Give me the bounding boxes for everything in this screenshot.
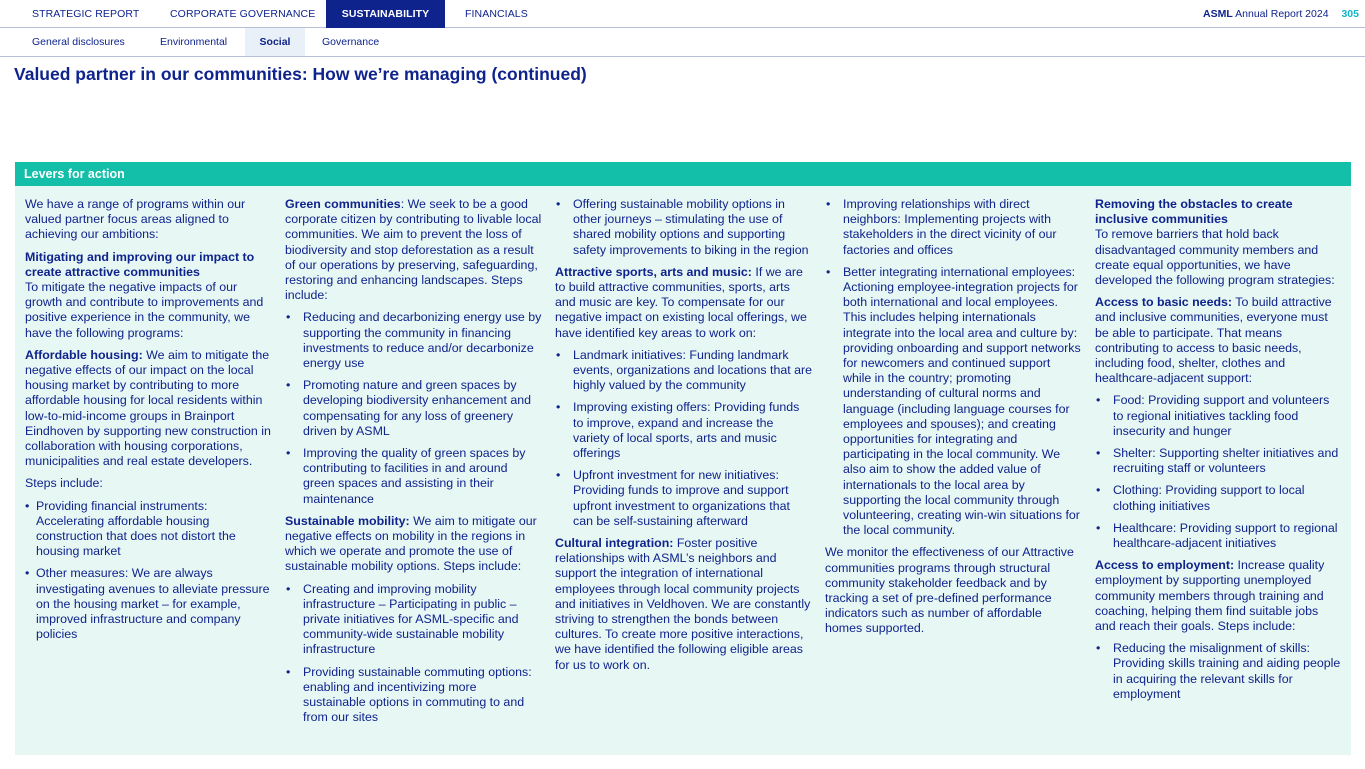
green-communities-paragraph [285,197,542,303]
green-steps-list [285,310,542,506]
column-4 [825,197,1081,644]
section-body: To mitigate the negative impacts of our growth and contribute to improvements and positive experience in the community, we have the following programs: [25,280,264,340]
list-item: • Upfront investment for new initiatives: Providing funds to improve and support upfront investment to organizations that can be self-sustaining afterward [555,468,813,529]
tab-sustainability[interactable]: SUSTAINABILITY [326,0,445,28]
panel-header: Levers for action [15,162,1351,186]
cultural-integration-paragraph [555,536,813,673]
subtab-governance[interactable]: Governance [322,36,380,48]
report-name: Annual Report 2024 [1235,8,1329,20]
intro-text: We have a range of programs within our valued partner focus areas aligned to achieving our ambitions: [25,197,246,242]
employment-paragraph [1095,558,1341,634]
page-number: 305 [1341,8,1359,20]
steps-text: Steps include: [25,476,103,491]
monitoring-paragraph: We monitor the effectiveness of our Attractive communities programs through structural community stakeholder feedback and by tracking a set of pre-defined performance indicators such as number of affordable homes supported. [825,545,1074,636]
brand-logo-text: ASML [1203,8,1233,20]
list-item: • Providing financial instruments: Accelerating affordable housing construction that does not distort the housing market [25,499,273,560]
page-title: Valued partner in our communities: How we’re managing (continued) [14,64,587,84]
subtab-social[interactable]: Social [245,28,305,56]
list-item: • Promoting nature and green spaces by developing biodiversity enhancement and compensating for any loss of greenery driven by ASML [285,378,542,439]
list-item: • Better integrating international employees: Actioning employee-integration projects for both international and local employees. This includes helping internationals integrate into the local area and culture by: providing onboarding and support networks for newcomers and continued support while in the country; promoting understanding of cultural norms and language (including language courses for employees and spouses); and creating opportunities for integrating and participating in the local community. We also aim to show the added value of internationals to the local area by supporting the local community through volunteering, creating win-win situations for the local community. [825,265,1081,539]
employment-label: Access to employment: [1095,558,1235,573]
subtab-environmental[interactable]: Environmental [160,36,228,48]
list-item: • Reducing and decarbonizing energy use by supporting the community in financing investments to reduce and/or decarbonize energy use [285,310,542,371]
affordable-housing-label: Affordable housing: [25,347,143,362]
column-2 [285,197,542,733]
list-item: • Other measures: We are always investigating avenues to alleviate pressure on the housing market – for example, improved infrastructure and company policies [25,566,273,642]
list-item: • Landmark initiatives: Funding landmark events, organizations and locations that are highly valued by the community [555,348,813,394]
column-3 [555,197,813,680]
employment-steps-list [1095,641,1341,702]
mobility-continued-list [555,197,813,258]
list-item: • Improving the quality of green spaces by contributing to facilities in and around green spaces and assisting in their maintenance [285,446,542,507]
report-brand [1203,0,1365,28]
employment-text: Increase quality employment by supporting unemployed community members through training and coaching, helping them find suitable jobs and reach their goals. Steps include: [1095,558,1325,634]
inclusive-communities-heading: Removing the obstacles to create inclusive communities [1095,197,1293,227]
list-item: • Reducing the misalignment of skills: Providing skills training and aiding people in acquiring the relevant skills for employment [1095,641,1341,702]
mobility-steps-list [285,582,542,726]
basic-needs-label: Access to basic needs: [1095,295,1233,310]
basic-needs-list [1095,393,1341,551]
green-communities-text: : We seek to be a good corporate citizen by contributing to livable local communities. We aim to prevent the loss of biodiversity and stop deforestation as a result of our operations by preserving, safeguarding, restoring and enhancing landscapes. Steps include: [285,197,542,303]
list-item: • Improving existing offers: Providing funds to improve, expand and increase the variety of local sports, arts and music offerings [555,400,813,461]
list-item: • Healthcare: Providing support to regional healthcare-adjacent initiatives [1095,521,1341,551]
sustainable-mobility-text: We aim to mitigate our negative effects on mobility in the regions in which we operate and promote the use of sustainable mobility options. Steps include: [285,513,537,574]
list-item: • Shelter: Supporting shelter initiatives and recruiting staff or volunteers [1095,446,1341,476]
sports-arts-music-paragraph [555,265,813,341]
top-nav [0,0,1365,28]
green-communities-label: Green communities [285,197,401,211]
housing-steps-list [25,499,273,643]
list-item: • Creating and improving mobility infrastructure – Participating in public – private initiatives for ASML-specific and community-wide sustainable mobility infrastructure [285,582,542,658]
inclusive-communities-body: To remove barriers that hold back disadvantaged community members and create equal opportunities, we have developed the following program strategies: [1095,227,1335,288]
cultural-steps-list [825,197,1081,538]
sub-nav [0,28,1365,57]
cultural-integration-label: Cultural integration: [555,536,674,551]
section-heading: Mitigating and improving our impact to create attractive communities [25,249,255,279]
subtab-general-disclosures[interactable]: General disclosures [32,36,125,48]
list-item: • Offering sustainable mobility options in other journeys – stimulating the use of shared mobility options and supporting safety improvements to biking in the region [555,197,813,258]
sports-arts-music-label: Attractive sports, arts and music: [555,264,752,279]
column-5 [1095,197,1341,709]
affordable-housing-text: We aim to mitigate the negative effects of our impact on the local housing market by contributing to more affordable housing for local residents within low-to-mid-income groups in Brainport Eindhoven by supporting new construction in collaboration with housing corporations, municipalities and real estate developers. [25,347,271,469]
basic-needs-text: To build attractive and inclusive communities, everyone must be able to participate. That means contributing to access to basic needs, including food, shelter, clothes and healthcare-adjacent support: [1095,295,1332,386]
sustainable-mobility-label: Sustainable mobility: [285,513,410,528]
list-item: • Food: Providing support and volunteers to regional initiatives tackling food insecurity and hunger [1095,393,1341,439]
list-item: • Improving relationships with direct neighbors: Implementing projects with stakeholders in the direct vicinity of our factories and offices [825,197,1081,258]
affordable-housing-paragraph [25,348,273,470]
sports-arts-music-text: If we are to build attractive communities, sports, arts and music are key. To compensate for our negative impact on existing local offerings, we have identified key areas to work on: [555,264,807,340]
basic-needs-paragraph [1095,295,1341,386]
list-item: • Clothing: Providing support to local clothing initiatives [1095,483,1341,513]
column-1 [25,197,273,649]
list-item: • Providing sustainable commuting options: enabling and incentivizing more sustainable options in commuting to and from our sites [285,665,542,726]
sports-steps-list [555,348,813,529]
sustainable-mobility-paragraph [285,514,542,575]
tab-financials[interactable]: FINANCIALS [465,8,528,20]
tab-strategic-report[interactable]: STRATEGIC REPORT [32,8,140,20]
tab-corporate-governance[interactable]: CORPORATE GOVERNANCE [170,8,316,20]
cultural-integration-text: Foster positive relationships with ASML’s neighbors and support the integration of international employees through local community projects and initiatives in Veldhoven. We are constantly striving to strengthen the bonds between cultures. To create more positive interactions, we have identified the following eligible areas for us to work on. [555,536,811,672]
